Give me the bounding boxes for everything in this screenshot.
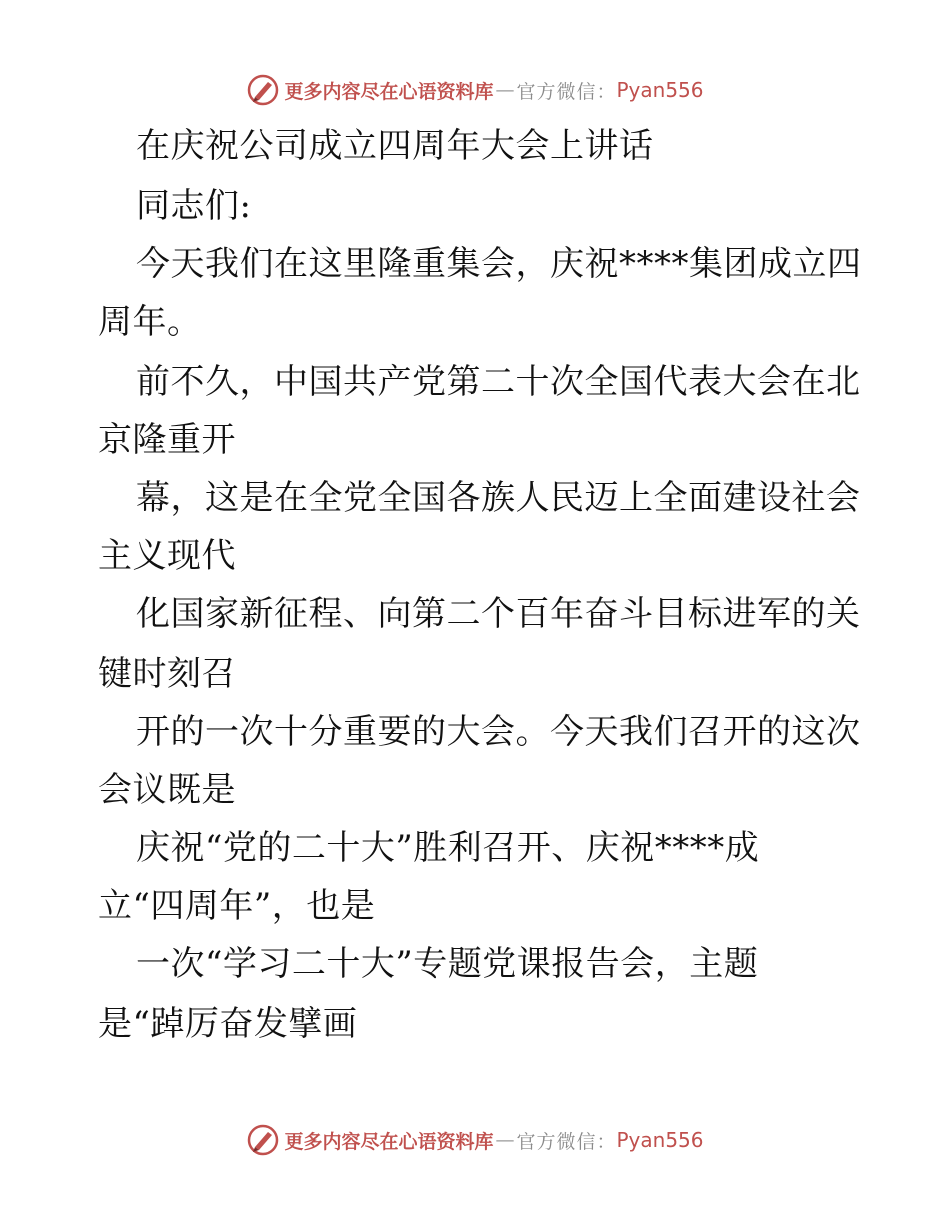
banner-wechat-label: 官方微信： (516, 1130, 617, 1153)
text-line: 键时刻召 (98, 654, 236, 694)
banner-separator: — (495, 1129, 515, 1151)
text-line: 京隆重开 (98, 420, 236, 460)
text-line: 是“踔厉奋发擘画 (98, 1004, 358, 1044)
banner-wechat-id: Pyan556 (616, 1128, 704, 1152)
footer-banner (0, 1120, 950, 1160)
text-line: 立“四周年”，也是 (98, 886, 376, 926)
text-line: 一次“学习二十大”专题党课报告会，主题 (136, 944, 759, 984)
text-line: 会议既是 (98, 770, 236, 810)
header-banner (0, 70, 950, 110)
banner-wechat-label: 官方微信： (516, 80, 617, 103)
text-line: 幕，这是在全党全国各族人民迈上全面建设社会 (136, 478, 861, 518)
pen-logo-icon (246, 1123, 280, 1157)
text-line: 今天我们在这里隆重集会，庆祝****集团成立四 (136, 244, 862, 284)
banner-separator: — (495, 79, 515, 101)
text-line: 开的一次十分重要的大会。今天我们召开的这次 (136, 712, 861, 752)
salutation: 同志们: (136, 186, 252, 226)
text-line: 周年。 (98, 302, 202, 342)
document-title: 在庆祝公司成立四周年大会上讲话 (136, 126, 654, 166)
banner-brand-text: 更多内容尽在心语资料库 (284, 80, 494, 103)
banner-brand-text: 更多内容尽在心语资料库 (284, 1130, 494, 1153)
text-line: 主义现代 (98, 536, 236, 576)
text-line: 化国家新征程、向第二个百年奋斗目标进军的关 (136, 594, 861, 634)
text-line: 前不久，中国共产党第二十次全国代表大会在北 (136, 362, 861, 402)
banner-wechat-id: Pyan556 (616, 78, 704, 102)
pen-logo-icon (246, 73, 280, 107)
text-line: 庆祝“党的二十大”胜利召开、庆祝****成 (136, 828, 760, 868)
